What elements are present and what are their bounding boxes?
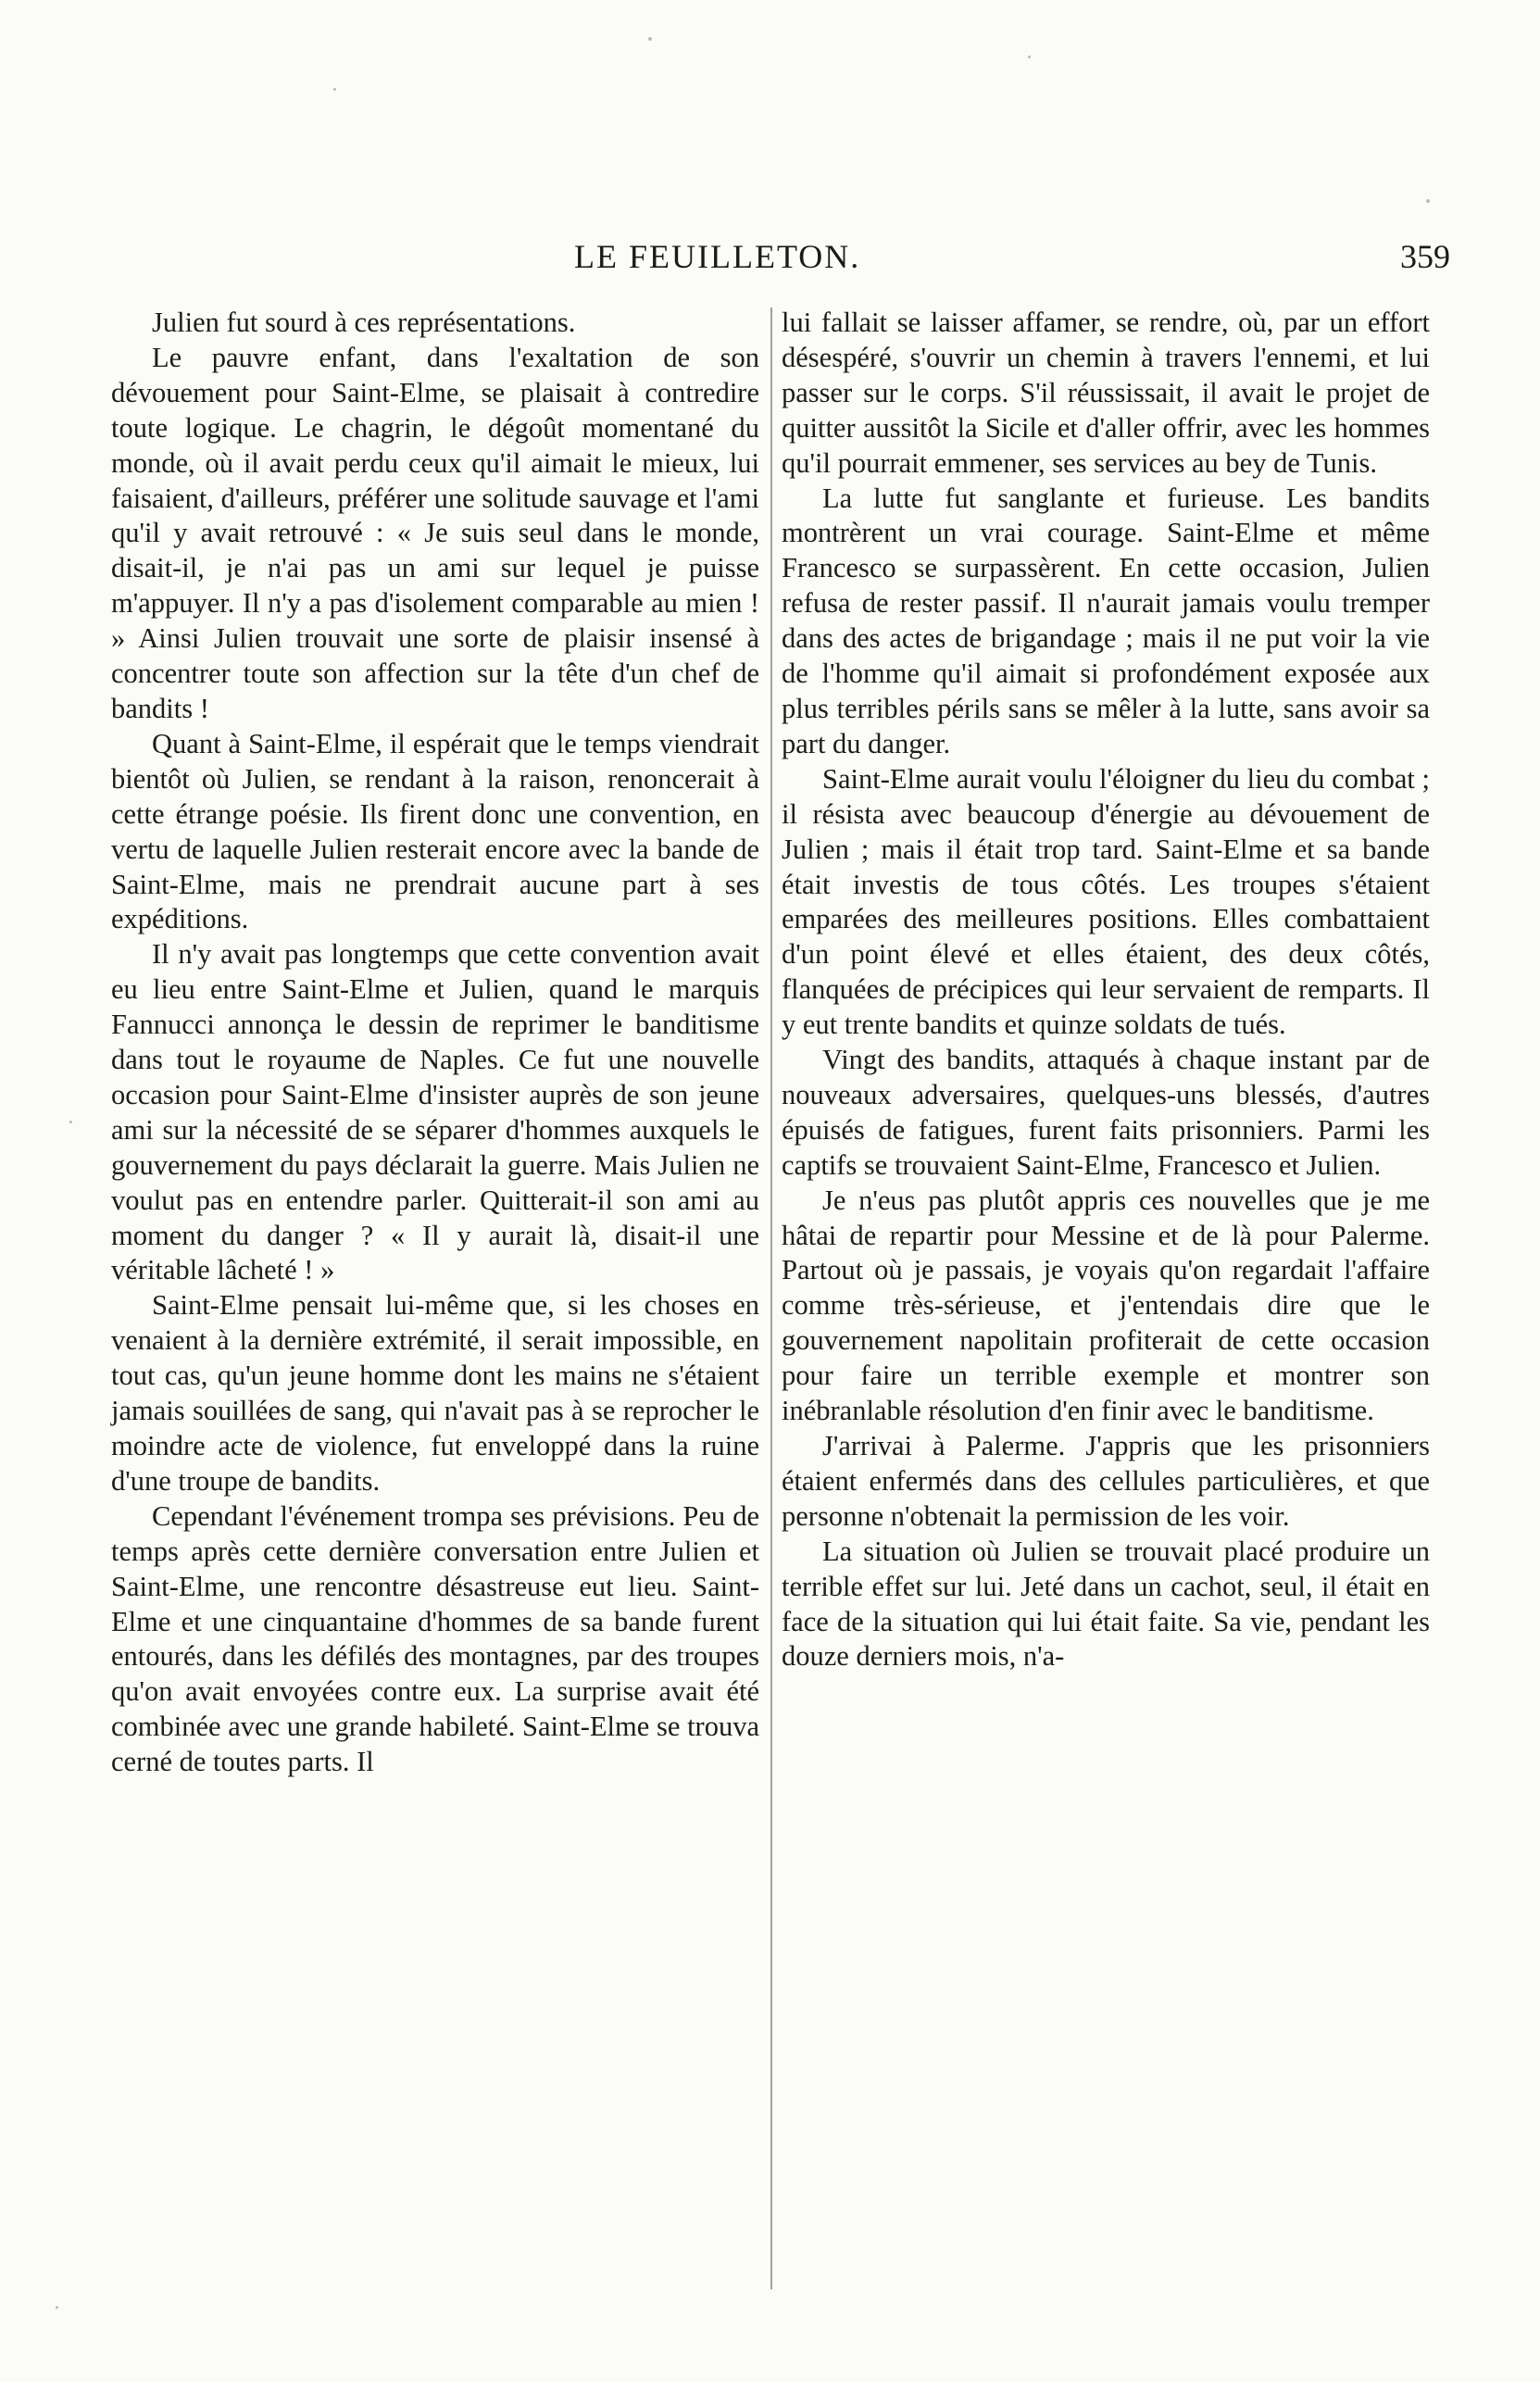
running-head	[0, 237, 1540, 283]
print-speck	[1426, 199, 1430, 203]
paragraph: Il n'y avait pas longtemps que cette convention avait eu lieu entre Saint-Elme et Julien, quand le marquis Fannucci annonça le dessin de reprimer le banditisme dans tout le royaume de Naples. Ce fut une nouvelle occasion pour Saint-Elme d'insister auprès de son jeune ami sur la nécessité de se séparer d'hommes auxquels le gouvernement du pays déclarait la guerre. Mais Julien ne voulut pas en entendre parler. Quitterait-il son ami au moment du danger ? « Il y aurait là, disait-il une véritable lâcheté ! »	[111, 938, 759, 1286]
paragraph: Cependant l'événement trompa ses prévisions. Peu de temps après cette dernière conversation entre Julien et Saint-Elme, une rencontre désastreuse eut lieu. Saint-Elme et une cinquantaine d'hommes de sa bande furent entourés, dans les défilés des montagnes, par des troupes qu'on avait envoyées contre eux. La surprise avait été combinée avec une grande habileté. Saint-Elme se trouva cerné de toutes parts. Il	[111, 1499, 759, 1778]
paragraph: Saint-Elme aurait voulu l'éloigner du lieu du combat ; il résista avec beaucoup d'énergie au dévouement de Julien ; mais il était trop tard. Saint-Elme et sa bande était investis de tous côtés. Les troupes s'étaient emparées des meilleures positions. Elles combattaient d'un point élevé et elles étaient, des deux côtés, flanquées de précipices qui leur servaient de remparts. Il y eut trente bandits et quinze soldats de tués.	[782, 762, 1431, 1041]
paragraph: Saint-Elme pensait lui-même que, si les choses en venaient à la dernière extrémité, il serait impossible, en tout cas, qu'un jeune homme dont les mains ne s'étaient jamais souillées de sang, qui n'avait pas à se reprocher le moindre acte de violence, fut enveloppé dans la ruine d'une troupe de bandits.	[111, 1289, 759, 1497]
paragraph: lui fallait se laisser affamer, se rendre, où, par un effort désespéré, s'ouvrir un chemin à travers l'ennemi, et lui passer sur le corps. S'il réussissait, il avait le projet de quitter aussitôt la Sicile et d'aller offrir, avec les hommes qu'il pourrait emmener, ses services au bey de Tunis.	[782, 307, 1430, 479]
print-speck	[69, 1121, 72, 1123]
print-speck	[56, 2306, 58, 2309]
page-number: 359	[1400, 238, 1450, 275]
print-speck	[333, 88, 336, 91]
paragraph: La situation où Julien se trouvait placé produire un terrible effet sur lui. Jeté dans un cachot, seul, il était en face de la situation qui lui était faite. Sa vie, pendant les douze derniers mois, n'a-	[782, 1535, 1430, 1673]
paragraph: Quant à Saint-Elme, il espérait que le temps viendrait bientôt où Julien, se rendant à la raison, renoncerait à cette étrange poésie. Ils firent donc une convention, en vertu de laquelle Julien resterait encore avec la bande de Saint-Elme, mais ne prendrait aucune part à ses expéditions.	[111, 727, 759, 935]
right-column	[782, 306, 1430, 1674]
paragraph: Je n'eus pas plutôt appris ces nouvelles que je me hâtai de repartir pour Messine et de là pour Palerme. Partout où je passais, je voyais qu'on regardait l'affaire comme très-sérieuse, et j'entendais dire que le gouvernement napolitain profiterait de cette occasion pour faire un terrible exemple et montrer son inébranlable résolution d'en finir avec le banditisme.	[782, 1184, 1430, 1427]
print-speck	[648, 37, 652, 41]
paragraph: La lutte fut sanglante et furieuse. Les bandits montrèrent un vrai courage. Saint-Elme et même Francesco se surpassèrent. En cette occasion, Julien refusa de rester passif. Il n'aurait jamais voulu tremper dans des actes de brigandage ; mais il ne put voir la vie de l'homme qu'il aimait si profondément exposée aux plus terribles périls sans se mêler à la lutte, sans avoir sa part du danger.	[782, 482, 1430, 759]
print-speck	[1028, 56, 1031, 58]
left-column	[111, 306, 759, 1780]
paragraph: Vingt des bandits, attaqués à chaque instant par de nouveaux adversaires, quelques-uns blessés, d'autres épuisés de fatigues, furent faits prisonniers. Parmi les captifs se trouvaient Saint-Elme, Francesco et Julien.	[782, 1044, 1430, 1181]
paragraph: Julien fut sourd à ces représentations.	[152, 307, 576, 338]
paragraph: J'arrivai à Palerme. J'appris que les prisonniers étaient enfermés dans des cellules particulières, et que personne n'obtenait la permission de les voir.	[782, 1430, 1430, 1532]
column-divider	[770, 307, 772, 2289]
running-title: LE FEUILLETON.	[574, 238, 861, 275]
paragraph: Le pauvre enfant, dans l'exaltation de son dévouement pour Saint-Elme, se plaisait à contredire toute logique. Le chagrin, le dégoût momentané du monde, où il avait perdu ceux qu'il aimait le mieux, lui faisaient, d'ailleurs, préférer une solitude sauvage et l'ami qu'il y avait retrouvé : « Je suis seul dans le monde, disait-il, je n'ai pas un ami sur lequel je puisse m'appuyer. Il n'y a pas d'isolement comparable au mien ! » Ainsi Julien trouvait une sorte de plaisir insensé à concentrer toute son affection sur la tête d'un chef de bandits !	[111, 341, 759, 724]
